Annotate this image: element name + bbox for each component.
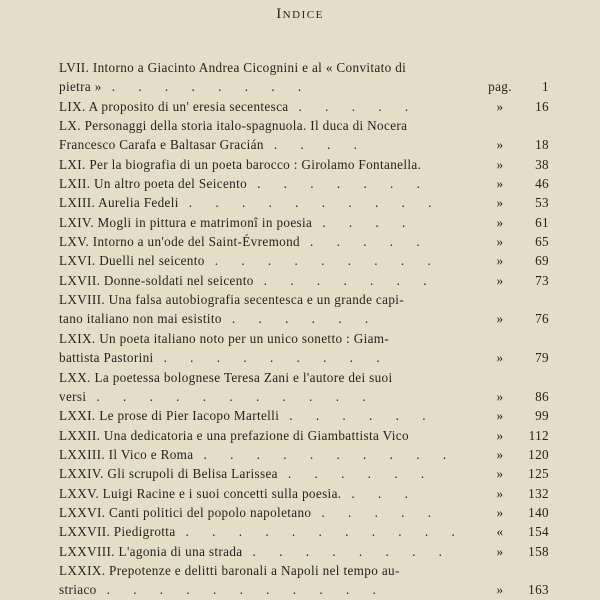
toc-entry — [59, 58, 549, 77]
toc-entry-text: LVII. Intorno a Giacinto Andrea Cicognini e al « Convitato di — [59, 60, 407, 75]
toc-entry — [59, 155, 549, 174]
leader-dots: . . . . . . . . — [111, 79, 312, 95]
toc-entry-text: LXV. Intorno a un'ode del Saint-Évremond — [59, 234, 301, 250]
page-number: 16 — [535, 98, 549, 114]
toc-entry-text: LXX. La poetessa bolognese Teresa Zani e l'autore dei suoi — [59, 369, 393, 385]
toc-entry — [59, 329, 549, 348]
page-prefix: » — [496, 350, 504, 366]
toc-entry-continuation — [59, 77, 549, 96]
page-prefix: » — [496, 253, 504, 269]
toc-entry-continuation — [59, 580, 549, 599]
toc-entry-text: LXXVI. Canti politici del popolo napoletano — [59, 504, 312, 520]
toc-entry-text: LIX. A proposito di un' eresia secentesca — [59, 98, 289, 114]
toc-entry-text: Francesco Carafa e Baltasar Gracián — [59, 137, 264, 153]
toc-entry — [59, 290, 549, 309]
page-prefix: » — [496, 176, 504, 192]
leader-dots: . . . . . — [310, 234, 430, 250]
toc-entry-text: tano italiano non mai esistito — [59, 311, 222, 327]
page-number: 79 — [535, 350, 549, 366]
leader-dots: . . . . . . . . . — [163, 350, 390, 366]
leader-dots: . . . . . . — [289, 408, 436, 424]
toc-entry — [59, 522, 549, 541]
leader-dots: . . . . . — [321, 504, 442, 520]
leader-dots: . . . . . . . . . . — [188, 195, 442, 211]
page-number: 132 — [528, 485, 549, 501]
page-prefix: » — [496, 234, 504, 250]
toc-entry-continuation — [59, 135, 549, 154]
toc-entry — [59, 484, 549, 503]
leader-dots: . . . . . . . . . . . — [106, 582, 386, 598]
page-number: 38 — [535, 156, 549, 172]
toc-entry-text: LXIX. Un poeta italiano noto per un unico sonetto : Giam- — [59, 330, 390, 346]
page-title: Indice — [276, 6, 324, 22]
toc-entry-text: LXXVII. Piedigrotta — [59, 524, 176, 540]
leader-dots: . . . . — [322, 214, 416, 230]
toc-entry-text: LXXV. Luigi Racine e i suoi concetti sulla poesia. — [59, 485, 342, 501]
page-number: 99 — [535, 408, 549, 424]
page-number: 120 — [528, 446, 549, 462]
page-number: 76 — [535, 311, 549, 327]
page-number: 61 — [535, 214, 549, 230]
page-prefix: » — [496, 427, 504, 443]
toc-entry-text: LXXI. Le prose di Pier Iacopo Martelli — [59, 408, 280, 424]
leader-dots: . . . . . . . . . . . — [185, 524, 465, 540]
toc-entry — [59, 232, 549, 251]
toc-entry — [59, 97, 549, 116]
toc-entry-text: pietra » — [59, 79, 102, 95]
page-prefix: » — [496, 582, 504, 598]
page-number: 73 — [535, 272, 549, 288]
page-prefix: pag. — [488, 79, 512, 95]
page-number: 65 — [535, 234, 549, 250]
toc-entry-text: LXI. Per la biografia di un poeta barocco : Girolamo Fontanella. — [59, 156, 422, 172]
toc-entry — [59, 503, 549, 522]
page-number: 53 — [535, 195, 549, 211]
page-prefix: » — [496, 98, 504, 114]
toc-entry-continuation — [59, 348, 549, 367]
toc-entry-text: LXXIII. Il Vico e Roma — [59, 446, 194, 462]
page-prefix: » — [496, 485, 504, 501]
page-prefix: » — [496, 156, 504, 172]
leader-dots: . . . . . . . . — [252, 543, 452, 559]
toc-entry — [59, 213, 549, 232]
page-prefix: « — [496, 524, 504, 540]
toc-entry-text: LXXII. Una dedicatoria e una prefazione di Giambattista Vico — [59, 427, 409, 443]
toc-entry — [59, 426, 549, 445]
toc-entry-text: LXXVIII. L'agonia di una strada — [59, 543, 243, 559]
page-prefix: » — [496, 504, 504, 520]
toc-entry-text: LXIII. Aurelia Fedeli — [59, 195, 179, 211]
toc-entry-text: LXII. Un altro poeta del Seicento — [59, 176, 248, 192]
toc-entry — [59, 445, 549, 464]
toc-entry-text: striaco — [59, 582, 97, 598]
toc-entry — [59, 116, 549, 135]
page-number: 125 — [528, 466, 549, 482]
leader-dots: . . . . . . . — [257, 176, 430, 192]
toc-entry — [59, 561, 549, 580]
toc-entry-continuation — [59, 309, 549, 328]
leader-dots: . . . . . . . — [263, 272, 437, 288]
page-prefix: » — [496, 272, 504, 288]
leader-dots: . . . . . . — [231, 311, 379, 327]
page-number: 158 — [528, 543, 549, 559]
toc-entry — [59, 406, 549, 425]
page-prefix: » — [496, 137, 504, 153]
toc-entry-text: LXVIII. Una falsa autobiografia secentesca e un grande capi- — [59, 292, 405, 308]
page-prefix: » — [496, 195, 504, 211]
toc-entry — [59, 174, 549, 193]
page-prefix: » — [496, 466, 504, 482]
leader-dots: . . . . . . . . . . . — [96, 388, 376, 404]
page-prefix: » — [496, 543, 504, 559]
toc-entry-text: LXVII. Donne-soldati nel seicento — [59, 272, 254, 288]
page-number: 46 — [535, 176, 549, 192]
page-prefix: » — [496, 214, 504, 230]
toc-entry — [59, 368, 549, 387]
toc-entry-text: battista Pastorini — [59, 350, 154, 366]
leader-dots: . . . . . . — [287, 466, 435, 482]
page-number: 69 — [535, 253, 549, 269]
page-prefix: » — [496, 311, 504, 327]
toc-entry-text: LXIV. Mogli in pittura e matrimonî in poesia — [59, 214, 313, 230]
table-of-contents — [59, 58, 549, 600]
page-number: 112 — [528, 427, 549, 443]
leader-dots: . . . . — [273, 137, 367, 153]
leader-dots: . . . — [351, 485, 418, 501]
page-number: 163 — [528, 582, 549, 598]
toc-entry — [59, 464, 549, 483]
toc-entry — [59, 271, 549, 290]
toc-entry-text: LXXIV. Gli scrupoli di Belisa Larissea — [59, 466, 278, 482]
page-number: 154 — [528, 524, 549, 540]
page-number: 1 — [542, 79, 549, 95]
page-prefix: » — [496, 388, 504, 404]
toc-entry-text: versi — [59, 388, 87, 404]
leader-dots: . . . . . — [298, 98, 419, 114]
toc-entry — [59, 193, 549, 212]
toc-entry-text: LX. Personaggi della storia italo-spagnuola. Il duca di Nocera — [59, 118, 408, 134]
toc-entry-text: LXVI. Duelli nel seicento — [59, 253, 205, 269]
page-number: 86 — [535, 388, 549, 404]
toc-entry — [59, 251, 549, 270]
page-number: 140 — [528, 504, 549, 520]
toc-entry-continuation — [59, 387, 549, 406]
leader-dots: . . . . . . . . . — [214, 253, 441, 269]
page-number: 18 — [535, 137, 549, 153]
leader-dots: . . . . . . . . . . — [203, 446, 457, 462]
page-prefix: » — [496, 446, 504, 462]
toc-entry-text: LXXIX. Prepotenze e delitti baronali a Napoli nel tempo au- — [59, 562, 400, 578]
toc-entry — [59, 542, 549, 561]
page-prefix: » — [496, 408, 504, 424]
